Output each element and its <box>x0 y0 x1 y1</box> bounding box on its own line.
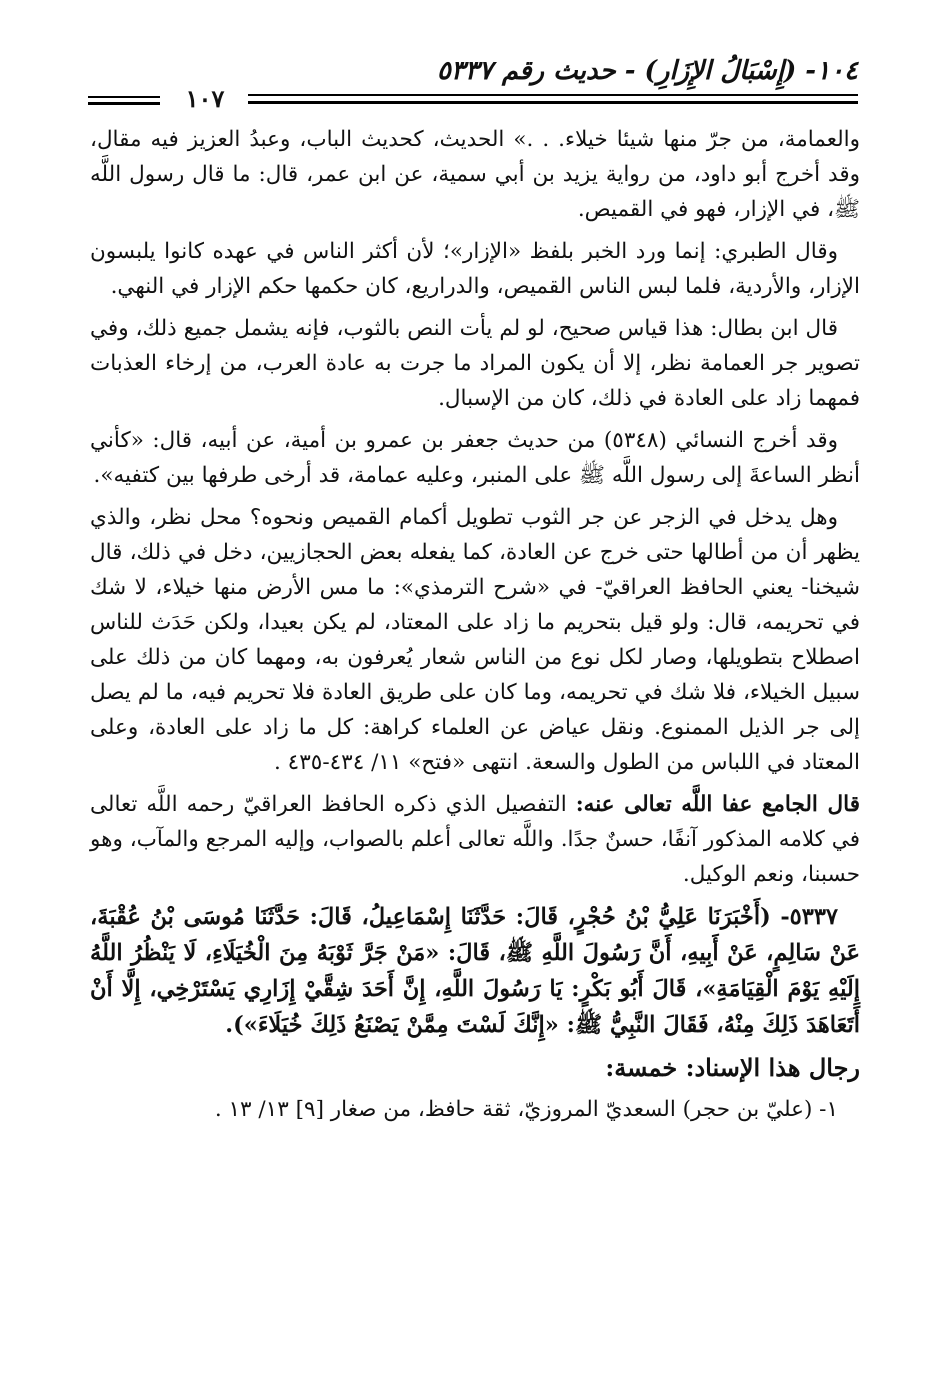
header-rule-right <box>248 94 858 96</box>
header-rule-right-thick <box>248 101 858 104</box>
paragraph-sleeves: وهل يدخل في الزجر عن جر الثوب تطويل أكمام القميص ونحوه؟ محل نظر، والذي يظهر أن من أطالها حتى خرج عن العادة، كما يفعله بعض الحجازيين، دخل في ذلك، قال شيخنا- يعني الحافظ العراقيّ- في «شرح الترمذي»: ما مس الأرض منها خيلاء، لا شك في تحريمه، قال: ولو قيل بتحريم ما زاد على المعتاد، لم يكن بعيدا، ولكن حَدَث للناس اصطلاح بتطويلها، وصار لكل نوع من الناس شعار يُعرفون به، ومهما كان من ذلك على سبيل الخيلاء، فلا شك في تحريمه، وما كان على طريق العادة فلا تحريم فيه، ما لم يصل إلى جر الذيل الممنوع. ونقل عياض عن العلماء كراهة: كل ما زاد على العادة، وعلى المعتاد في اللباس من الطول والسعة. انتهى «فتح» ١١/ ٤٣٤-٤٣٥ . <box>90 505 860 775</box>
paragraph-tabari: وقال الطبري: إنما ورد الخبر بلفظ «الإزار»؛ لأن أكثر الناس في عهده كانوا يلبسون الإزار، والأردية، فلما لبس الناس القميص، والدراريع، كان حكمها حكم الإزار في النهي. <box>90 239 860 299</box>
paragraph-compiler-note <box>90 787 860 892</box>
narrator-entry: ١- (عليّ بن حجر) السعديّ المروزيّ، ثقة حافظ، من صغار [٩] ١٣/ ١٣ . <box>214 1097 838 1122</box>
page-number: ١٠٧ <box>185 84 225 113</box>
header-rule-left-thick <box>88 102 160 105</box>
compiler-note-text: التفصيل الذي ذكره الحافظ العراقيّ رحمه اللَّه تعالى في كلامه المذكور آنفًا، حسنٌ جدًا. واللَّه تعالى أعلم بالصواب، وإليه المرجع والمآب، وهو حسبنا، ونعم الوكيل. <box>90 792 860 887</box>
section-heading: رجال هذا الإسناد: خمسة: <box>605 1053 860 1082</box>
paragraph-nasai: وقد أخرج النسائي (٥٣٤٨) من حديث جعفر بن عمرو بن أمية، عن أبيه، قال: «كأني أنظر الساعةَ إلى رسول اللَّه ﷺ على المنبر، وعليه عمامة، قد أرخى طرفها بين كتفيه». <box>90 428 860 488</box>
hadith-text: ٥٣٣٧- (أَخْبَرَنَا عَلِيُّ بْنُ حُجْرٍ، قَالَ: حَدَّثَنَا إِسْمَاعِيلُ، قَالَ: حَدَّثَنَا مُوسَى بْنُ عُقْبَةَ، عَنْ سَالِمٍ، عَنْ أَبِيهِ، أَنَّ رَسُولَ اللَّهِ ﷺ، قَالَ: «مَنْ جَرَّ ثَوْبَهُ مِنَ الْخُيَلَاءِ، لَا يَنْظُرُ اللَّهُ إِلَيْهِ يَوْمَ الْقِيَامَةِ»، قَالَ أَبُو بَكْرٍ: يَا رَسُولَ اللَّهِ، إِنَّ أَحَدَ شِقَّيْ إِزَارِي يَسْتَرْخِي، إِلَّا أَنْ أَتَعَاهَدَ ذَلِكَ مِنْهُ، فَقَالَ النَّبِيُّ ﷺ: «إِنَّكَ لَسْتَ مِمَّنْ يَصْنَعُ ذَلِكَ خُيَلَاءَ»). <box>90 904 860 1038</box>
header-rule-left <box>88 96 160 98</box>
paragraph-continuation: والعمامة، من جرّ منها شيئا خيلاء. . .» الحديث، كحديث الباب، وعبدُ العزيز فيه مقال، وقد أخرج أبو داود، من رواية يزيد بن أبي سمية، عن ابن عمر، قال: ما قال رسول اللَّه ﷺ، في الإزار، فهو في القميص. <box>90 127 860 222</box>
page-header <box>88 56 858 113</box>
compiler-note-lead: قال الجامع عفا اللَّه تعالى عنه: <box>575 792 860 817</box>
running-title: ١٠٤- (إِسْبَالُ الإِزَارِ) - حديث رقم ٥٣٣٧ <box>436 56 858 86</box>
page-body <box>90 122 860 1134</box>
paragraph-ibn-battal: قال ابن بطال: هذا قياس صحيح، لو لم يأت النص بالثوب، فإنه يشمل جميع ذلك، وفي تصوير جر العمامة نظر، إلا أن يكون المراد ما جرت به عادة العرب، من إرخاء العذبات فمهما زاد على العادة في ذلك، كان من الإسبال. <box>90 316 860 411</box>
